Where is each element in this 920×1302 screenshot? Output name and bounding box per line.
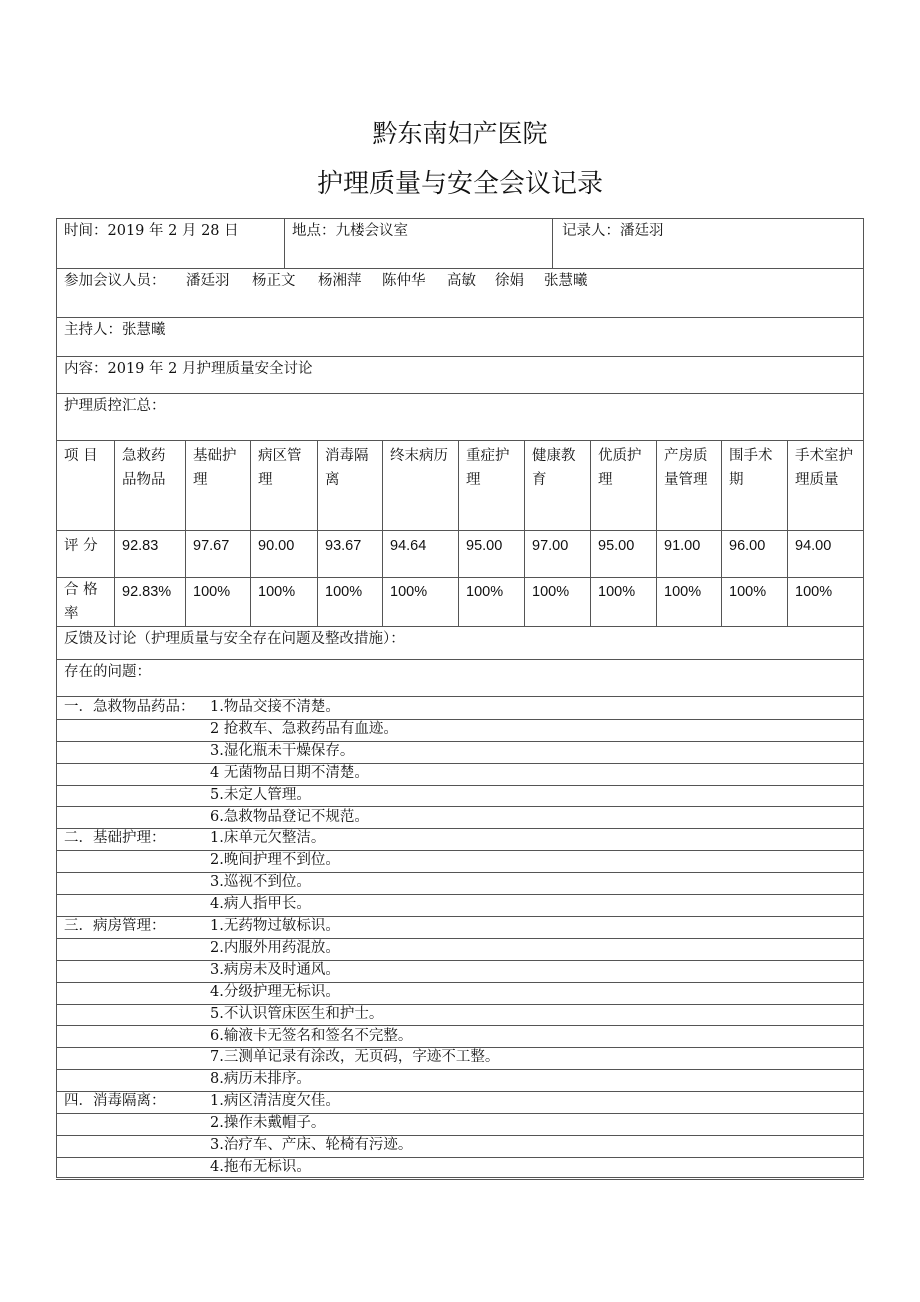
meeting-recorder: 记录人：潘廷羽 <box>562 223 664 239</box>
row-divider <box>56 1157 864 1158</box>
problem-category: 二．基础护理： <box>64 830 166 847</box>
problem-item: 1.病区清洁度欠佳。 <box>210 1093 340 1110</box>
row-divider <box>56 1113 864 1114</box>
problem-item: 2.内服外用药混放。 <box>210 939 340 956</box>
qc-pass-rate: 92.83% <box>122 584 172 600</box>
cell-divider <box>552 218 553 268</box>
problem-item: 4.病人指甲长。 <box>210 896 311 913</box>
problem-item: 4 无菌物品日期不清楚。 <box>210 764 369 781</box>
row-divider <box>56 530 864 531</box>
row-divider <box>56 268 864 269</box>
record-title: 护理质量与安全会议记录 <box>316 169 603 199</box>
problem-item: 5.不认识管床医生和护士。 <box>210 1005 384 1022</box>
qc-score: 95.00 <box>466 538 503 554</box>
qc-pass-rate: 100% <box>466 584 504 600</box>
problem-item: 3.湿化瓶未干燥保存。 <box>210 742 355 759</box>
qc-score: 93.67 <box>325 538 362 554</box>
problem-item: 7.三测单记录有涂改，无页码，字迹不工整。 <box>210 1049 500 1066</box>
column-divider <box>382 440 383 626</box>
qc-score: 96.00 <box>729 538 766 554</box>
row-divider <box>56 938 864 939</box>
qc-score: 95.00 <box>598 538 635 554</box>
row-divider <box>56 741 864 742</box>
row-divider <box>56 1135 864 1136</box>
problem-category: 三．病房管理： <box>64 918 166 934</box>
qc-score: 92.83 <box>122 538 159 554</box>
feedback-label: 反馈及讨论（护理质量与安全存在问题及整改措施）： <box>64 631 405 647</box>
qc-score: 91.00 <box>664 538 701 554</box>
cell-divider <box>284 218 285 268</box>
row-divider <box>56 393 864 394</box>
column-divider <box>590 440 591 626</box>
qc-column-header: 健康教育 <box>532 448 576 488</box>
problem-item: 2 抢救车、急救药品有血迹。 <box>210 720 398 737</box>
qc-pass-rate: 100% <box>258 584 296 600</box>
qc-score: 94.64 <box>390 538 427 554</box>
row-divider <box>56 356 864 357</box>
column-divider <box>114 440 115 626</box>
hospital-name: 黔东南妇产医院 <box>372 119 548 148</box>
row-divider <box>56 785 864 786</box>
attendee-name: 潘廷羽 <box>186 273 230 289</box>
row-divider <box>56 577 864 578</box>
qc-score: 90.00 <box>258 538 295 554</box>
attendee-name: 陈仲华 <box>382 273 426 289</box>
qc-column-header: 急救药品物品 <box>122 448 166 488</box>
qc-column-header: 消毒隔离 <box>325 448 369 488</box>
meeting-content: 内容：2019 年 2 月护理质量安全讨论 <box>64 361 313 377</box>
problem-item: 4.拖布无标识。 <box>210 1158 311 1175</box>
column-divider <box>317 440 318 626</box>
meeting-host: 主持人：张慧曦 <box>64 322 166 338</box>
column-divider <box>656 440 657 626</box>
summary-label: 护理质控汇总： <box>64 398 166 414</box>
qc-pass-rate: 100% <box>598 584 636 600</box>
qc-score: 94.00 <box>795 538 832 554</box>
meeting-time: 时间：2019 年 2 月 28 日 <box>64 223 239 239</box>
problem-item: 5.未定人管理。 <box>210 786 311 803</box>
problem-item: 8.病历未排序。 <box>210 1071 311 1088</box>
row-divider <box>56 763 864 764</box>
problem-item: 3.巡视不到位。 <box>210 874 311 891</box>
column-divider <box>185 440 186 626</box>
problem-item: 1.床单元欠整洁。 <box>210 830 326 847</box>
qc-pass-rate: 100% <box>325 584 363 600</box>
row-divider <box>56 872 864 873</box>
attendee-name: 张慧曦 <box>544 273 588 289</box>
qc-pass-rate: 100% <box>729 584 767 600</box>
attendee-name: 杨湘萍 <box>318 273 362 289</box>
qc-column-header: 基础护理 <box>193 448 237 488</box>
column-divider <box>458 440 459 626</box>
problem-item: 4.分级护理无标识。 <box>210 983 340 1000</box>
row-divider <box>56 659 864 660</box>
qc-column-header: 终末病历 <box>390 448 448 464</box>
row-divider <box>56 806 864 807</box>
qc-column-header: 重症护理 <box>466 448 510 488</box>
problem-category: 一．急救物品药品： <box>64 699 195 715</box>
qc-pass-rate: 100% <box>795 584 833 600</box>
qc-score: 97.00 <box>532 538 569 554</box>
qc-column-header: 病区管理 <box>258 448 302 488</box>
row-divider <box>56 828 864 829</box>
attendee-name: 徐娟 <box>495 273 524 289</box>
problem-category: 四．消毒隔离： <box>64 1093 166 1110</box>
row-divider <box>56 1179 864 1180</box>
qc-pass-rate: 100% <box>532 584 570 600</box>
column-divider <box>524 440 525 626</box>
column-divider <box>787 440 788 626</box>
problem-item: 2.操作未戴帽子。 <box>210 1115 326 1132</box>
row-divider <box>56 850 864 851</box>
row-divider <box>56 1069 864 1070</box>
qc-pass-rate: 100% <box>193 584 231 600</box>
attendee-name: 杨正文 <box>252 273 296 289</box>
row-divider <box>56 960 864 961</box>
problem-item: 3.治疗车、产床、轮椅有污迹。 <box>210 1137 413 1153</box>
attendees-label: 参加会议人员： <box>64 273 166 289</box>
qc-column-header: 围手术期 <box>729 448 773 488</box>
row-divider <box>56 1004 864 1005</box>
qc-score: 97.67 <box>193 538 230 554</box>
meeting-location: 地点：九楼会议室 <box>292 223 408 239</box>
row-label-item: 项 目 <box>64 448 98 464</box>
row-divider <box>56 982 864 983</box>
problem-item: 3.病房未及时通风。 <box>210 961 340 978</box>
attendee-name: 高敏 <box>447 273 476 289</box>
row-label-score: 评 分 <box>64 538 98 554</box>
row-divider <box>56 1025 864 1026</box>
row-label-pass-rate: 合 格 率 <box>64 582 98 622</box>
column-divider <box>250 440 251 626</box>
qc-pass-rate: 100% <box>390 584 428 600</box>
problems-label: 存在的问题： <box>64 664 151 680</box>
problem-item: 6.急救物品登记不规范。 <box>210 808 369 825</box>
qc-column-header: 手术室护理质量 <box>795 448 853 488</box>
problem-item: 6.输液卡无签名和签名不完整。 <box>210 1027 413 1044</box>
row-divider <box>56 719 864 720</box>
problem-item: 1.无药物过敏标识。 <box>210 918 340 934</box>
problem-item: 2.晚间护理不到位。 <box>210 852 340 869</box>
row-divider <box>56 440 864 441</box>
problem-item: 1.物品交接不清楚。 <box>210 699 340 715</box>
row-divider <box>56 626 864 627</box>
column-divider <box>721 440 722 626</box>
qc-pass-rate: 100% <box>664 584 702 600</box>
row-divider <box>56 916 864 917</box>
row-divider <box>56 894 864 895</box>
row-divider <box>56 317 864 318</box>
row-divider <box>56 1091 864 1092</box>
qc-column-header: 产房质量管理 <box>664 448 708 488</box>
qc-column-header: 优质护理 <box>598 448 642 488</box>
